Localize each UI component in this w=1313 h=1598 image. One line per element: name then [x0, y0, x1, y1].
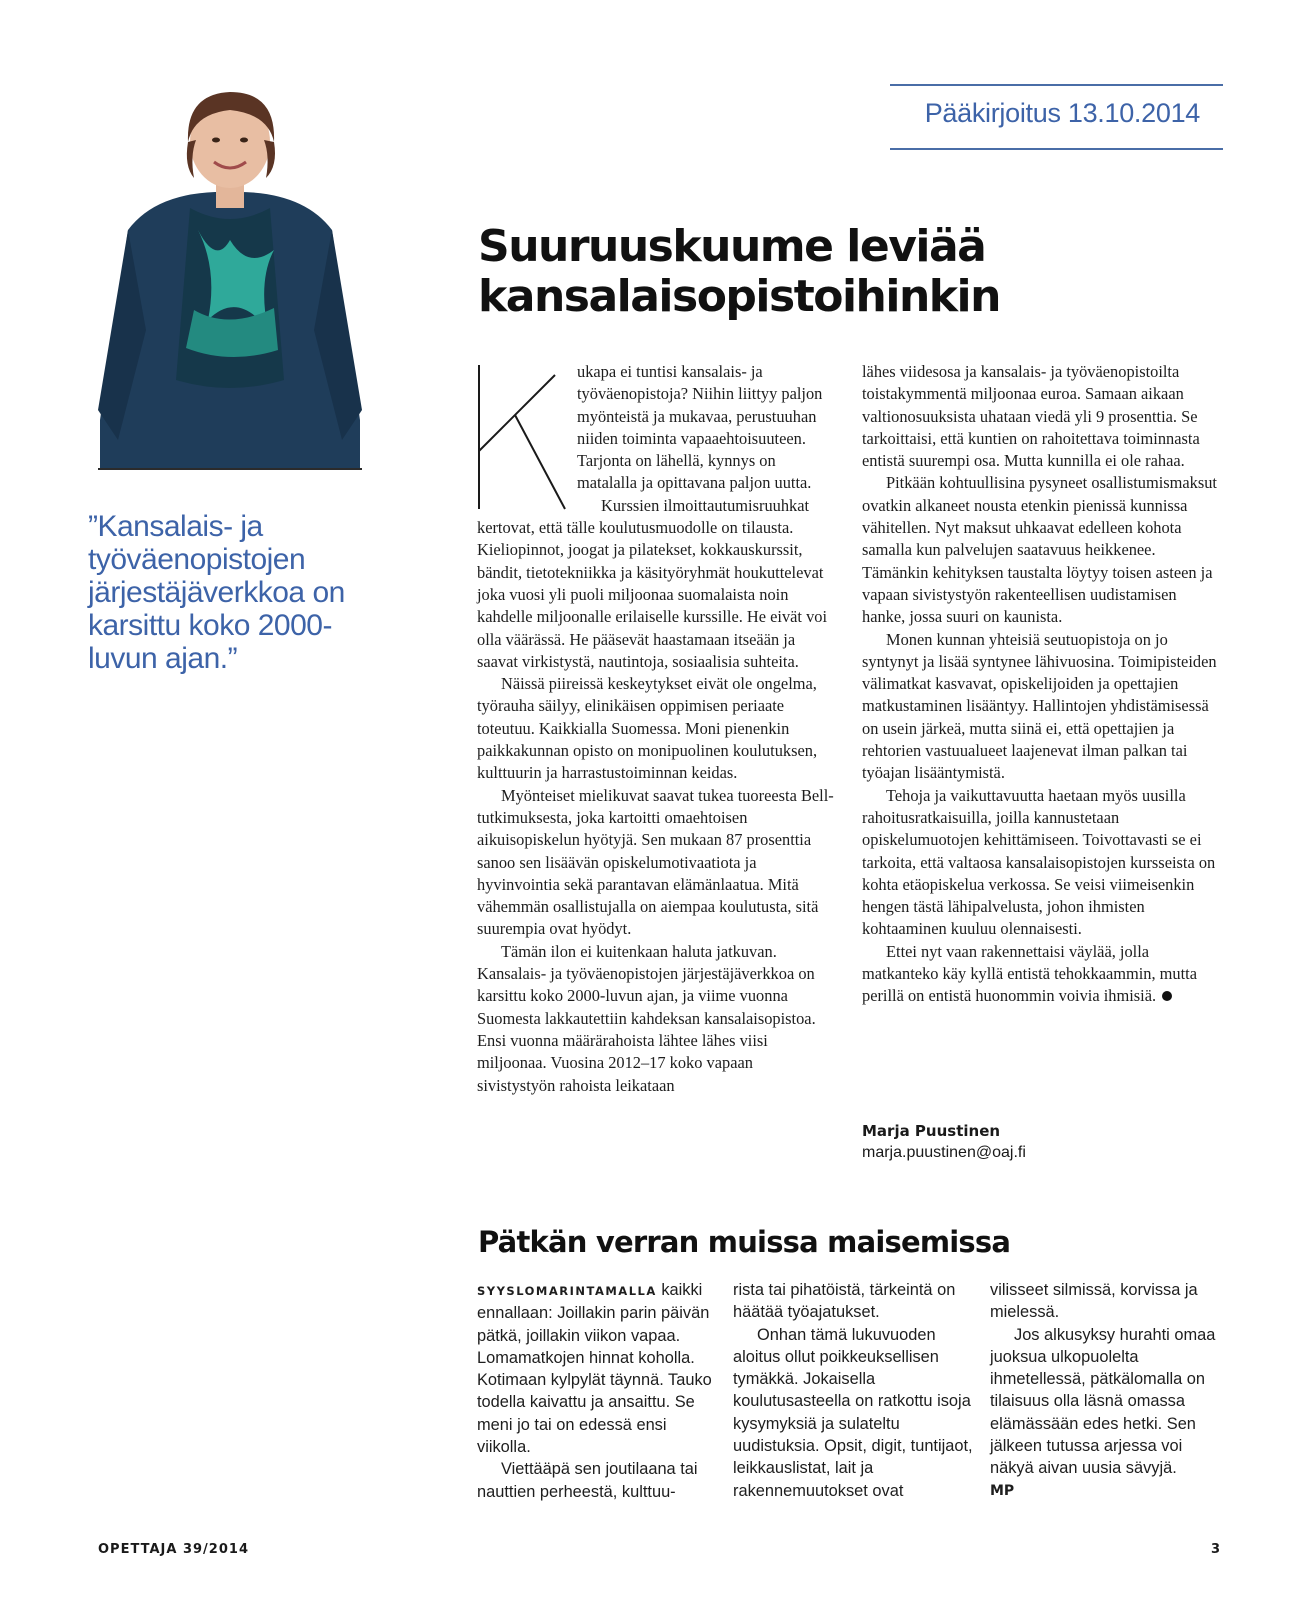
article-paragraph: Pitkään kohtuullisina pysyneet osallistumismaksut ovatkin alkaneet nousta etenkin pienissä kunnissa vähitellen. Nyt maksut uhkaavat edelleen kohota samalla kun palvelujen saatavuus heikkenee. Tämänkin kehityksen taustalta löytyy toisen asteen ja vapaan sivistystyön rakenteellisen uudistamisen hanke, jossa suuri on kaunista.	[862, 473, 1217, 627]
page-number: 3	[1210, 1542, 1220, 1557]
second-article-paragraph: Viettääpä sen joutilaana tai nauttien perheestä, kulttuu-	[477, 1460, 698, 1501]
author-email[interactable]: marja.puustinen@oaj.fi	[862, 1144, 1026, 1161]
header-bottom-rule	[890, 148, 1223, 150]
second-article-column-1	[477, 1279, 717, 1503]
lead-word: SYYSLOMARINTAMALLA	[477, 1284, 657, 1298]
article-headline	[478, 222, 1118, 322]
second-article-paragraph: Onhan tämä lukuvuoden aloitus ollut poikkeuksellisen tymäkkä. Jokaisella koulutusasteella on ratkottu isoja kysymyksiä ja sulateltu uudistuksia. Opsit, digit, tuntijaot, leikkauslistat, lait ja rakennemuutokset ovat	[733, 1325, 973, 1500]
author-name: Marja Puustinen	[862, 1122, 1001, 1140]
article-paragraph-last	[862, 941, 1222, 1008]
second-article-signature: MP	[990, 1482, 1015, 1499]
header-top-rule	[890, 84, 1223, 86]
second-article-title: Pätkän verran muissa maisemissa	[478, 1225, 1011, 1259]
author-portrait	[98, 80, 362, 468]
article-paragraph: Näissä piireissä keskeytykset eivät ole ongelma, työrauha säilyy, elinikäisen oppimisen periaate toteutuu. Kaikkialla Suomessa. Moni pienenkin paikkakunnan opisto on monipuolinen koulutuksen, kulttuurin ja harrastustoiminnan keidas.	[477, 674, 818, 783]
publication-footer: OPETTAJA 39/2014	[98, 1542, 249, 1557]
headline-line-1: Suuruuskuume leviää	[478, 221, 986, 272]
portrait-rule	[98, 468, 362, 470]
article-paragraph: lähes viidesosa ja kansalais- ja työväenopistoilta toistakymmentä miljoonaa euroa. Samaan aikaan valtionosuuksista uhataan viedä yli 9 prosenttia. Se tarkoittaisi, että kuntien on rahoitettava toiminnasta entistä suurempi osa. Mutta kunnilla ei ole rahaa.	[862, 362, 1200, 471]
second-article-paragraph: Jos alkusyksy hurahti omaa juoksua ulkopuolelta ihmetellessä, pätkälomalla on tilaisuus olla läsnä omassa elämässään edes hetki. Sen jälkeen tutussa arjessa voi näkyä aivan uusia sävyjä.	[990, 1325, 1216, 1478]
dropcap-k	[475, 363, 567, 511]
second-article-paragraph	[477, 1279, 717, 1458]
article-paragraph: ukapa ei tuntisi kansalais- ja työväenopistoja? Niihin liittyy paljon myönteistä ja mukavaa, perustuuhan niiden toiminta vapaaehtoisuuteen. Tarjonta on lähellä, kynnys on matalalla ja opittavana paljon uutta.	[577, 362, 823, 493]
end-mark-icon	[1162, 991, 1172, 1001]
pull-quote: ”Kansalais- ja työväenopistojen järjestäjäverkkoa on karsittu koko 2000-luvun ajan.”	[88, 510, 345, 675]
headline-line-2: kansalaisopistoihinkin	[478, 271, 1000, 322]
article-paragraph: Monen kunnan yhteisiä seutuopistoja on jo syntynyt ja lisää syntynee lähivuosina. Toimipisteiden välimatkat kasvavat, opiskelijoiden ja opettajien matkustaminen lisääntyy. Hallintojen yhdistämisessä on usein järkeä, mutta siinä ei, että opettajien ja rehtorien vastuualueet laajenevat ilman palkan tai työajan lisääntymistä.	[862, 629, 1217, 783]
section-label: Pääkirjoitus 13.10.2014	[924, 98, 1200, 128]
lead-text: kaikki ennallaan: Joillakin parin päivän pätkä, joillakin viikon vapaa. Lomamatkojen hinnat koholla. Kotimaan kylpylät täynnä. Tauko todella kaivattu ja ansaittu. Se meni jo tai on edessä ensi viikolla.	[477, 1281, 712, 1457]
article-column-1	[477, 361, 835, 1097]
article-closing-text: Ettei nyt vaan rakennettaisi väylää, jolla matkanteko käy kyllä entistä tehokkaammin, mutta perillä on entistä huonommin voivia ihmisiä.	[862, 941, 1198, 1006]
article-paragraph: Kurssien ilmoittautumisruuhkat kertovat, että tälle koulutusmuodolle on tilausta. Kieliopinnot, joogat ja pilatekset, kokkauskurssit, bändit, tietotekniikka ja käsityöryhmät houkuttelevat joka vuosi yli puoli miljoonaa suomalaista noin kahdelle miljoonalle erilaiselle kurssille. He eivät voi olla väärässä. He pääsevät haastamaan itseään ja saavat virkistystä, nautintoja, sosiaalisia suhteita.	[477, 495, 828, 671]
second-article-paragraph: vilisseet silmissä, korvissa ja mielessä.	[990, 1281, 1198, 1322]
article-paragraph: Tämän ilon ei kuitenkaan haluta jatkuvan. Kansalais- ja työväenopistojen järjestäjäverkkoa on karsittu koko 2000-luvun ajan, ja viime vuonna Suomesta lakkautettiin kahdeksan kansalaisopistoa. Ensi vuonna määrärahoista lähtee lähes viisi miljoonaa. Vuosina 2012–17 koko vapaan sivistystyön rahoista leikataan	[477, 941, 816, 1095]
second-article-column-3	[990, 1279, 1225, 1502]
article-paragraph: Tehoja ja vaikuttavuutta haetaan myös uusilla rahoitusratkaisuilla, joilla kannustetaan opiskelumuotojen kehittämiseen. Toivottavasti se ei tarkoita, että valtaosa kansalaisopistojen kursseista on kohta etäopiskelua verkossa. Se veisi viimeisenkin hengen tästä lähipalvelusta, johon ihmisten kohtaaminen kuuluu olennaisesti.	[862, 785, 1216, 939]
article-column-2	[862, 361, 1222, 1008]
second-article-column-2	[733, 1279, 973, 1502]
second-article-paragraph: rista tai pihatöistä, tärkeintä on häätää työajatukset.	[733, 1281, 956, 1322]
article-paragraph: Myönteiset mielikuvat saavat tukea tuoreesta Bell-tutkimuksesta, joka kartoitti omaehtoisen aikuisopiskelun hyötyjä. Sen mukaan 87 prosenttia sanoo sen lisäävän opiskelumotivaatiota ja hyvinvointia sekä parantavan elämänlaatua. Mitä vähemmän osallistujalla on aiempaa koulutusta, sitä suurempia ovat hyödyt.	[477, 785, 834, 939]
